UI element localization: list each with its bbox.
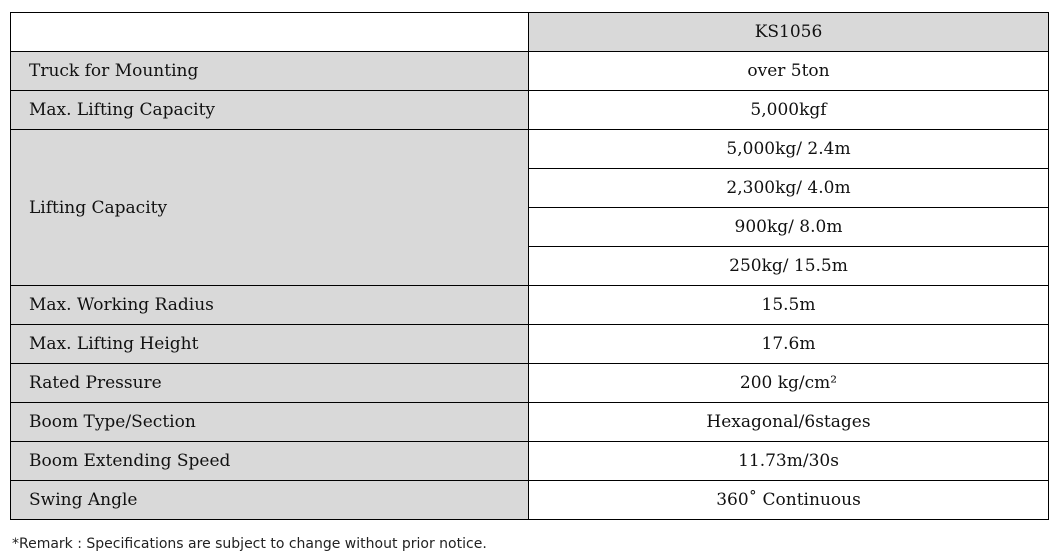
spec-value: 900kg/ 8.0m — [529, 208, 1049, 247]
table-row — [11, 364, 1049, 403]
spec-value: over 5ton — [529, 52, 1049, 91]
spec-label: Boom Extending Speed — [11, 442, 529, 481]
table-row — [11, 442, 1049, 481]
table-row — [11, 91, 1049, 130]
spec-value: 2,300kg/ 4.0m — [529, 169, 1049, 208]
model-name-header: KS1056 — [529, 13, 1049, 52]
table-row — [11, 481, 1049, 520]
spec-value: Hexagonal/6stages — [529, 403, 1049, 442]
table-header-row — [11, 13, 1049, 52]
spec-label: Lifting Capacity — [11, 130, 529, 286]
spec-value: 5,000kg/ 2.4m — [529, 130, 1049, 169]
table-row — [11, 325, 1049, 364]
spec-label: Max. Lifting Height — [11, 325, 529, 364]
spec-label: Max. Working Radius — [11, 286, 529, 325]
specification-table — [10, 12, 1049, 520]
remark-note: *Remark : Specifications are subject to change without prior notice. — [12, 536, 487, 552]
table-row — [11, 52, 1049, 91]
spec-value: 11.73m/30s — [529, 442, 1049, 481]
spec-value: 200 kg/cm² — [529, 364, 1049, 403]
table-row — [11, 130, 1049, 169]
spec-label: Rated Pressure — [11, 364, 529, 403]
spec-value: 360˚ Continuous — [529, 481, 1049, 520]
spec-label: Boom Type/Section — [11, 403, 529, 442]
header-blank-cell — [11, 13, 529, 52]
spec-label: Swing Angle — [11, 481, 529, 520]
spec-label: Truck for Mounting — [11, 52, 529, 91]
spec-value: 5,000kgf — [529, 91, 1049, 130]
spec-label: Max. Lifting Capacity — [11, 91, 529, 130]
spec-value: 15.5m — [529, 286, 1049, 325]
table-row — [11, 286, 1049, 325]
table-row — [11, 403, 1049, 442]
spec-value: 250kg/ 15.5m — [529, 247, 1049, 286]
spec-value: 17.6m — [529, 325, 1049, 364]
